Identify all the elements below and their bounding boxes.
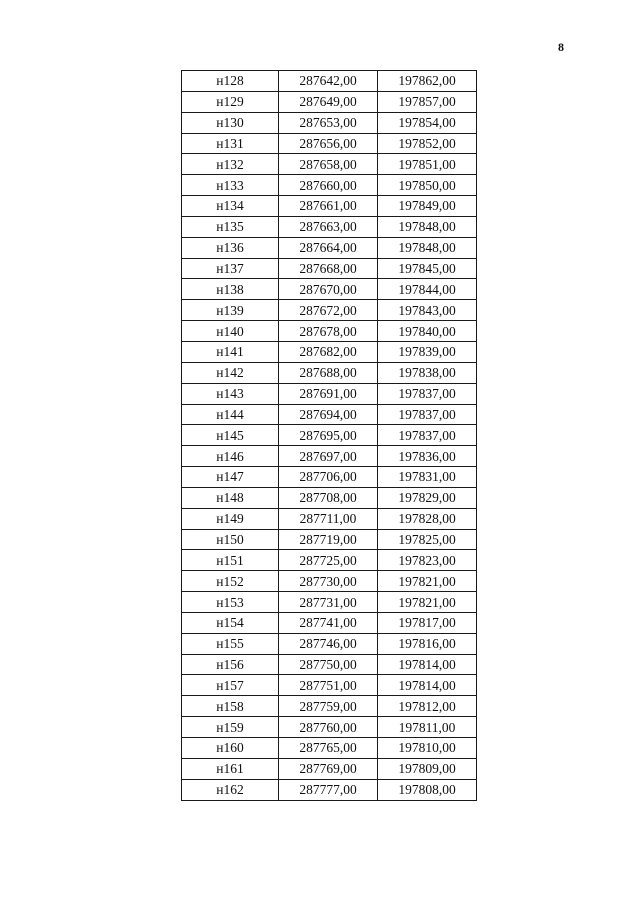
y-coordinate-cell: 197836,00 [378, 446, 477, 467]
y-coordinate-cell: 197848,00 [378, 216, 477, 237]
table-row [182, 633, 477, 654]
table-row [182, 779, 477, 800]
x-coordinate-cell: 287711,00 [279, 508, 378, 529]
point-id-cell: н129 [182, 91, 279, 112]
y-coordinate-cell: 197839,00 [378, 341, 477, 362]
y-coordinate-cell: 197840,00 [378, 321, 477, 342]
x-coordinate-cell: 287741,00 [279, 612, 378, 633]
x-coordinate-cell: 287751,00 [279, 675, 378, 696]
table-row [182, 71, 477, 92]
y-coordinate-cell: 197845,00 [378, 258, 477, 279]
point-id-cell: н149 [182, 508, 279, 529]
coordinates-table [181, 70, 477, 801]
point-id-cell: н134 [182, 196, 279, 217]
table-row [182, 612, 477, 633]
x-coordinate-cell: 287731,00 [279, 592, 378, 613]
x-coordinate-cell: 287661,00 [279, 196, 378, 217]
x-coordinate-cell: 287759,00 [279, 696, 378, 717]
point-id-cell: н143 [182, 383, 279, 404]
table-row [182, 321, 477, 342]
table-row [182, 446, 477, 467]
table-row [182, 758, 477, 779]
y-coordinate-cell: 197828,00 [378, 508, 477, 529]
x-coordinate-cell: 287672,00 [279, 300, 378, 321]
point-id-cell: н141 [182, 341, 279, 362]
y-coordinate-cell: 197838,00 [378, 362, 477, 383]
x-coordinate-cell: 287658,00 [279, 154, 378, 175]
y-coordinate-cell: 197857,00 [378, 91, 477, 112]
point-id-cell: н155 [182, 633, 279, 654]
y-coordinate-cell: 197852,00 [378, 133, 477, 154]
table-row [182, 154, 477, 175]
point-id-cell: н162 [182, 779, 279, 800]
point-id-cell: н151 [182, 550, 279, 571]
point-id-cell: н128 [182, 71, 279, 92]
x-coordinate-cell: 287653,00 [279, 112, 378, 133]
table-row [182, 341, 477, 362]
y-coordinate-cell: 197823,00 [378, 550, 477, 571]
y-coordinate-cell: 197854,00 [378, 112, 477, 133]
table-row [182, 738, 477, 759]
y-coordinate-cell: 197837,00 [378, 404, 477, 425]
y-coordinate-cell: 197814,00 [378, 675, 477, 696]
table-row [182, 279, 477, 300]
y-coordinate-cell: 197850,00 [378, 175, 477, 196]
point-id-cell: н154 [182, 612, 279, 633]
table-row [182, 237, 477, 258]
table-row [182, 675, 477, 696]
point-id-cell: н136 [182, 237, 279, 258]
table-row [182, 487, 477, 508]
table-row [182, 529, 477, 550]
y-coordinate-cell: 197843,00 [378, 300, 477, 321]
point-id-cell: н135 [182, 216, 279, 237]
table-row [182, 196, 477, 217]
point-id-cell: н138 [182, 279, 279, 300]
point-id-cell: н159 [182, 717, 279, 738]
y-coordinate-cell: 197816,00 [378, 633, 477, 654]
x-coordinate-cell: 287777,00 [279, 779, 378, 800]
table-row [182, 467, 477, 488]
point-id-cell: н139 [182, 300, 279, 321]
point-id-cell: н140 [182, 321, 279, 342]
y-coordinate-cell: 197837,00 [378, 383, 477, 404]
point-id-cell: н153 [182, 592, 279, 613]
point-id-cell: н144 [182, 404, 279, 425]
table-row [182, 112, 477, 133]
table-row [182, 383, 477, 404]
y-coordinate-cell: 197817,00 [378, 612, 477, 633]
point-id-cell: н145 [182, 425, 279, 446]
table-row [182, 654, 477, 675]
table-row [182, 425, 477, 446]
x-coordinate-cell: 287769,00 [279, 758, 378, 779]
point-id-cell: н152 [182, 571, 279, 592]
point-id-cell: н161 [182, 758, 279, 779]
y-coordinate-cell: 197844,00 [378, 279, 477, 300]
x-coordinate-cell: 287670,00 [279, 279, 378, 300]
point-id-cell: н142 [182, 362, 279, 383]
x-coordinate-cell: 287765,00 [279, 738, 378, 759]
y-coordinate-cell: 197821,00 [378, 571, 477, 592]
table-row [182, 216, 477, 237]
y-coordinate-cell: 197814,00 [378, 654, 477, 675]
table-row [182, 571, 477, 592]
table-row [182, 550, 477, 571]
y-coordinate-cell: 197849,00 [378, 196, 477, 217]
x-coordinate-cell: 287668,00 [279, 258, 378, 279]
x-coordinate-cell: 287656,00 [279, 133, 378, 154]
x-coordinate-cell: 287697,00 [279, 446, 378, 467]
table-row [182, 91, 477, 112]
table-row [182, 592, 477, 613]
y-coordinate-cell: 197831,00 [378, 467, 477, 488]
point-id-cell: н130 [182, 112, 279, 133]
y-coordinate-cell: 197821,00 [378, 592, 477, 613]
x-coordinate-cell: 287760,00 [279, 717, 378, 738]
y-coordinate-cell: 197809,00 [378, 758, 477, 779]
x-coordinate-cell: 287708,00 [279, 487, 378, 508]
y-coordinate-cell: 197825,00 [378, 529, 477, 550]
point-id-cell: н133 [182, 175, 279, 196]
coordinates-table-body [182, 71, 477, 801]
x-coordinate-cell: 287750,00 [279, 654, 378, 675]
x-coordinate-cell: 287682,00 [279, 341, 378, 362]
point-id-cell: н160 [182, 738, 279, 759]
point-id-cell: н148 [182, 487, 279, 508]
point-id-cell: н146 [182, 446, 279, 467]
x-coordinate-cell: 287678,00 [279, 321, 378, 342]
table-row [182, 300, 477, 321]
y-coordinate-cell: 197808,00 [378, 779, 477, 800]
table-row [182, 404, 477, 425]
x-coordinate-cell: 287730,00 [279, 571, 378, 592]
table-row [182, 258, 477, 279]
point-id-cell: н132 [182, 154, 279, 175]
y-coordinate-cell: 197829,00 [378, 487, 477, 508]
x-coordinate-cell: 287725,00 [279, 550, 378, 571]
point-id-cell: н137 [182, 258, 279, 279]
page-number: 8 [558, 40, 564, 54]
y-coordinate-cell: 197862,00 [378, 71, 477, 92]
point-id-cell: н156 [182, 654, 279, 675]
y-coordinate-cell: 197811,00 [378, 717, 477, 738]
x-coordinate-cell: 287706,00 [279, 467, 378, 488]
point-id-cell: н150 [182, 529, 279, 550]
point-id-cell: н157 [182, 675, 279, 696]
x-coordinate-cell: 287719,00 [279, 529, 378, 550]
table-row [182, 133, 477, 154]
y-coordinate-cell: 197837,00 [378, 425, 477, 446]
table-row [182, 696, 477, 717]
x-coordinate-cell: 287664,00 [279, 237, 378, 258]
table-row [182, 175, 477, 196]
table-row [182, 717, 477, 738]
y-coordinate-cell: 197851,00 [378, 154, 477, 175]
table-row [182, 508, 477, 529]
point-id-cell: н131 [182, 133, 279, 154]
y-coordinate-cell: 197810,00 [378, 738, 477, 759]
x-coordinate-cell: 287695,00 [279, 425, 378, 446]
x-coordinate-cell: 287746,00 [279, 633, 378, 654]
x-coordinate-cell: 287660,00 [279, 175, 378, 196]
x-coordinate-cell: 287649,00 [279, 91, 378, 112]
x-coordinate-cell: 287642,00 [279, 71, 378, 92]
x-coordinate-cell: 287691,00 [279, 383, 378, 404]
point-id-cell: н147 [182, 467, 279, 488]
y-coordinate-cell: 197848,00 [378, 237, 477, 258]
y-coordinate-cell: 197812,00 [378, 696, 477, 717]
x-coordinate-cell: 287694,00 [279, 404, 378, 425]
point-id-cell: н158 [182, 696, 279, 717]
x-coordinate-cell: 287663,00 [279, 216, 378, 237]
table-row [182, 362, 477, 383]
x-coordinate-cell: 287688,00 [279, 362, 378, 383]
